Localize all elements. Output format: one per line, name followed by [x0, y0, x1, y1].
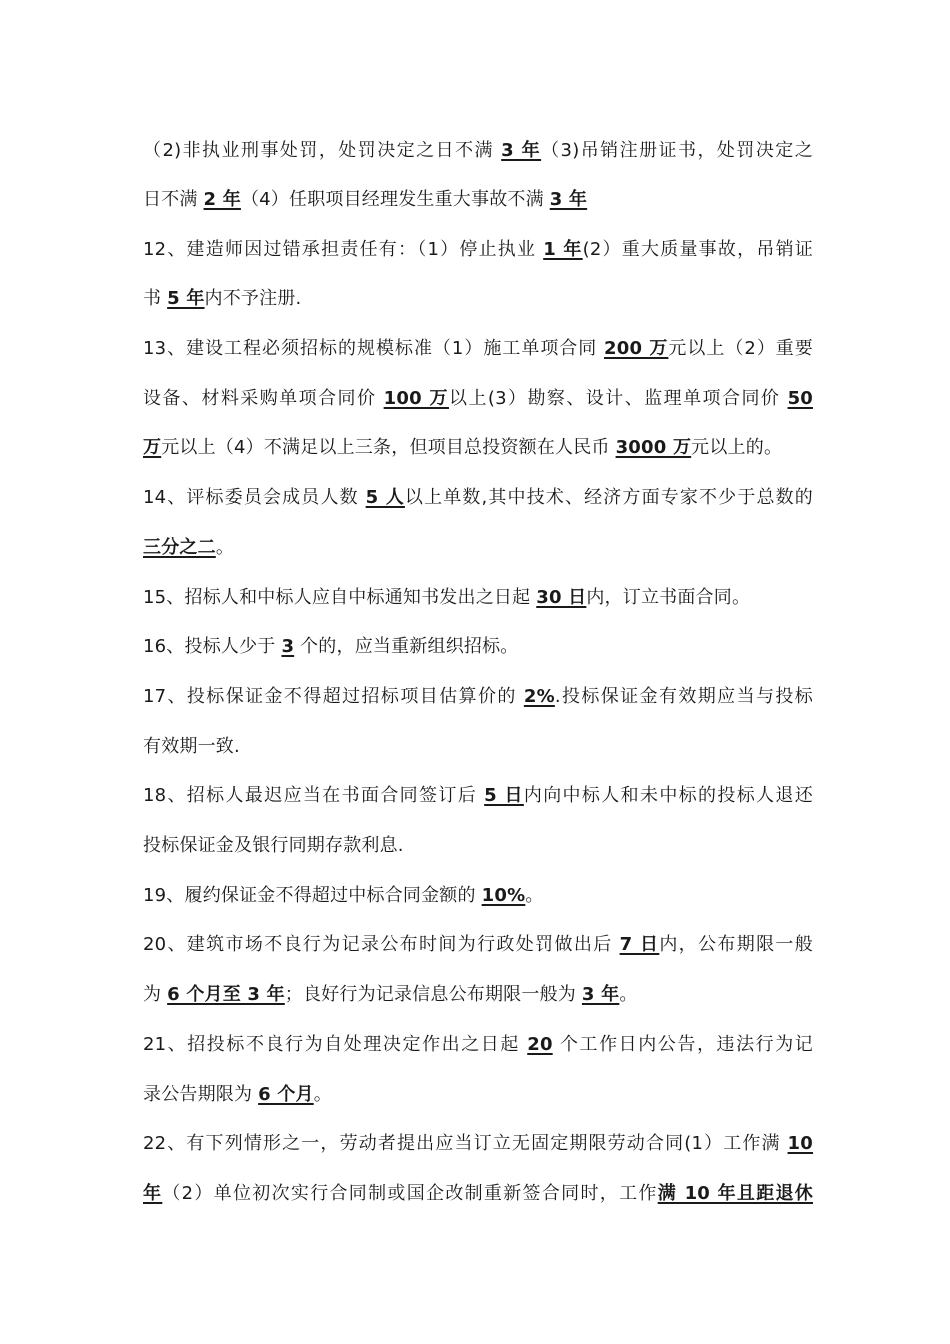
text-segment: 书 — [143, 288, 168, 309]
text-segment: （2）单位初次实行合同制或国企改制重新签合同时，工作 — [162, 1183, 658, 1204]
text-segment: 22、有下列情形之一，劳动者提出应当订立无固定期限劳动合同(1）工作满 — [143, 1133, 788, 1154]
text-segment: 以上(3）勘察、设计、监理单项合同价 — [448, 388, 788, 409]
text-segment: 个工作日内公告，违法行为记 — [552, 1034, 813, 1055]
emphasis-value: 3 年 — [581, 984, 620, 1005]
text-segment: 元以上（2）重要 — [668, 338, 813, 359]
text-segment: 有效期一致. — [143, 736, 240, 757]
emphasis-value: 10% — [481, 885, 526, 906]
text-segment: 20、建筑市场不良行为记录公布时间为行政处罚做出后 — [143, 934, 620, 955]
emphasis-value: 6 个月至 3 年 — [167, 984, 285, 1005]
emphasis-value: 5 人 — [365, 487, 405, 508]
emphasis-value: 2% — [523, 686, 555, 707]
text-segment: 设备、材料采购单项合同价 — [143, 388, 384, 409]
text-segment: 19、履约保证金不得超过中标合同金额的 — [143, 885, 482, 906]
emphasis-value: 6 个月 — [258, 1084, 314, 1105]
text-segment: 21、招投标不良行为自处理决定作出之日起 — [143, 1034, 528, 1055]
text-line-6 — [143, 385, 813, 413]
emphasis-value: 满 10 年且距退休 — [657, 1183, 813, 1204]
emphasis-value: 2 年 — [203, 189, 241, 210]
text-segment: 12、建造师因过错承担责任有：（1）停止执业 — [143, 239, 544, 260]
text-segment: 为 — [143, 984, 168, 1005]
text-segment: （3)吊销注册证书，处罚决定之 — [541, 140, 813, 161]
text-segment: 17、投标保证金不得超过招标项目估算价的 — [143, 686, 524, 707]
text-segment: 内，订立书面合同。 — [586, 587, 751, 608]
emphasis-value: 5 年 — [167, 288, 205, 309]
emphasis-value: 3 — [281, 636, 295, 657]
text-segment: 18、招标人最迟应当在书面合同签订后 — [143, 785, 485, 806]
text-segment: （4）任职项目经理发生重大事故不满 — [240, 189, 550, 210]
text-segment: 。 — [215, 537, 235, 558]
text-line-4 — [143, 285, 813, 313]
text-segment: 投标保证金及银行同期存款利息. — [143, 835, 404, 856]
text-line-16 — [143, 882, 813, 910]
text-line-2 — [143, 186, 813, 214]
text-line-11 — [143, 633, 813, 661]
text-line-12 — [143, 683, 813, 711]
text-line-14 — [143, 782, 813, 810]
emphasis-value: 100 万 — [383, 388, 449, 409]
text-line-9 — [143, 534, 813, 562]
text-segment: 内向中标人和未中标的投标人退还 — [523, 785, 813, 806]
text-line-17 — [143, 931, 813, 959]
text-segment: 日不满 — [143, 189, 204, 210]
emphasis-value: 年 — [143, 1183, 163, 1204]
text-line-19 — [143, 1031, 813, 1059]
emphasis-value: 3000 万 — [615, 437, 692, 458]
emphasis-value: 3 年 — [549, 189, 588, 210]
text-segment: 13、建设工程必须招标的规模标准（1）施工单项合同 — [143, 338, 604, 359]
text-line-7 — [143, 434, 813, 462]
emphasis-value: 7 日 — [619, 934, 660, 955]
text-segment: 。 — [313, 1084, 332, 1105]
text-line-22 — [143, 1180, 813, 1208]
text-segment: 。 — [619, 984, 638, 1005]
text-segment: 。 — [525, 885, 544, 906]
text-segment: ；良好行为记录信息公布期限一般为 — [284, 984, 582, 1005]
text-line-20 — [143, 1081, 813, 1109]
emphasis-value: 20 — [527, 1034, 553, 1055]
emphasis-value: 30 日 — [536, 587, 587, 608]
text-segment: 14、评标委员会成员人数 — [143, 487, 366, 508]
text-segment: （2)非执业刑事处罚，处罚决定之日不满 — [143, 140, 502, 161]
text-line-1 — [143, 137, 813, 165]
text-segment: 内，公布期限一般 — [659, 934, 813, 955]
text-line-10 — [143, 584, 813, 612]
text-line-13 — [143, 733, 813, 761]
text-segment: 个的，应当重新组织招标。 — [294, 636, 519, 657]
text-line-5 — [143, 335, 813, 363]
emphasis-value: 3 年 — [501, 140, 542, 161]
emphasis-value: 10 — [787, 1133, 813, 1154]
text-line-21 — [143, 1130, 813, 1158]
emphasis-value: 三分之二 — [143, 537, 216, 558]
text-segment: (2）重大质量事故，吊销证 — [582, 239, 813, 260]
text-line-18 — [143, 981, 813, 1009]
text-segment: 元以上的。 — [691, 437, 783, 458]
text-segment: .投标保证金有效期应当与投标 — [554, 686, 813, 707]
emphasis-value: 200 万 — [604, 338, 669, 359]
emphasis-value: 50 — [787, 388, 813, 409]
text-segment: 内不予注册. — [204, 288, 302, 309]
emphasis-value: 5 日 — [484, 785, 524, 806]
text-segment: 录公告期限为 — [143, 1084, 259, 1105]
text-segment: 15、招标人和中标人应自中标通知书发出之日起 — [143, 587, 537, 608]
emphasis-value: 1 年 — [543, 239, 583, 260]
text-line-15 — [143, 832, 813, 860]
text-segment: 以上单数,其中技术、经济方面专家不少于总数的 — [404, 487, 813, 508]
emphasis-value: 万 — [143, 437, 162, 458]
text-segment: 元以上（4）不满足以上三条，但项目总投资额在人民币 — [161, 437, 616, 458]
text-segment: 16、投标人少于 — [143, 636, 282, 657]
text-line-3 — [143, 236, 813, 264]
text-line-8 — [143, 484, 813, 512]
